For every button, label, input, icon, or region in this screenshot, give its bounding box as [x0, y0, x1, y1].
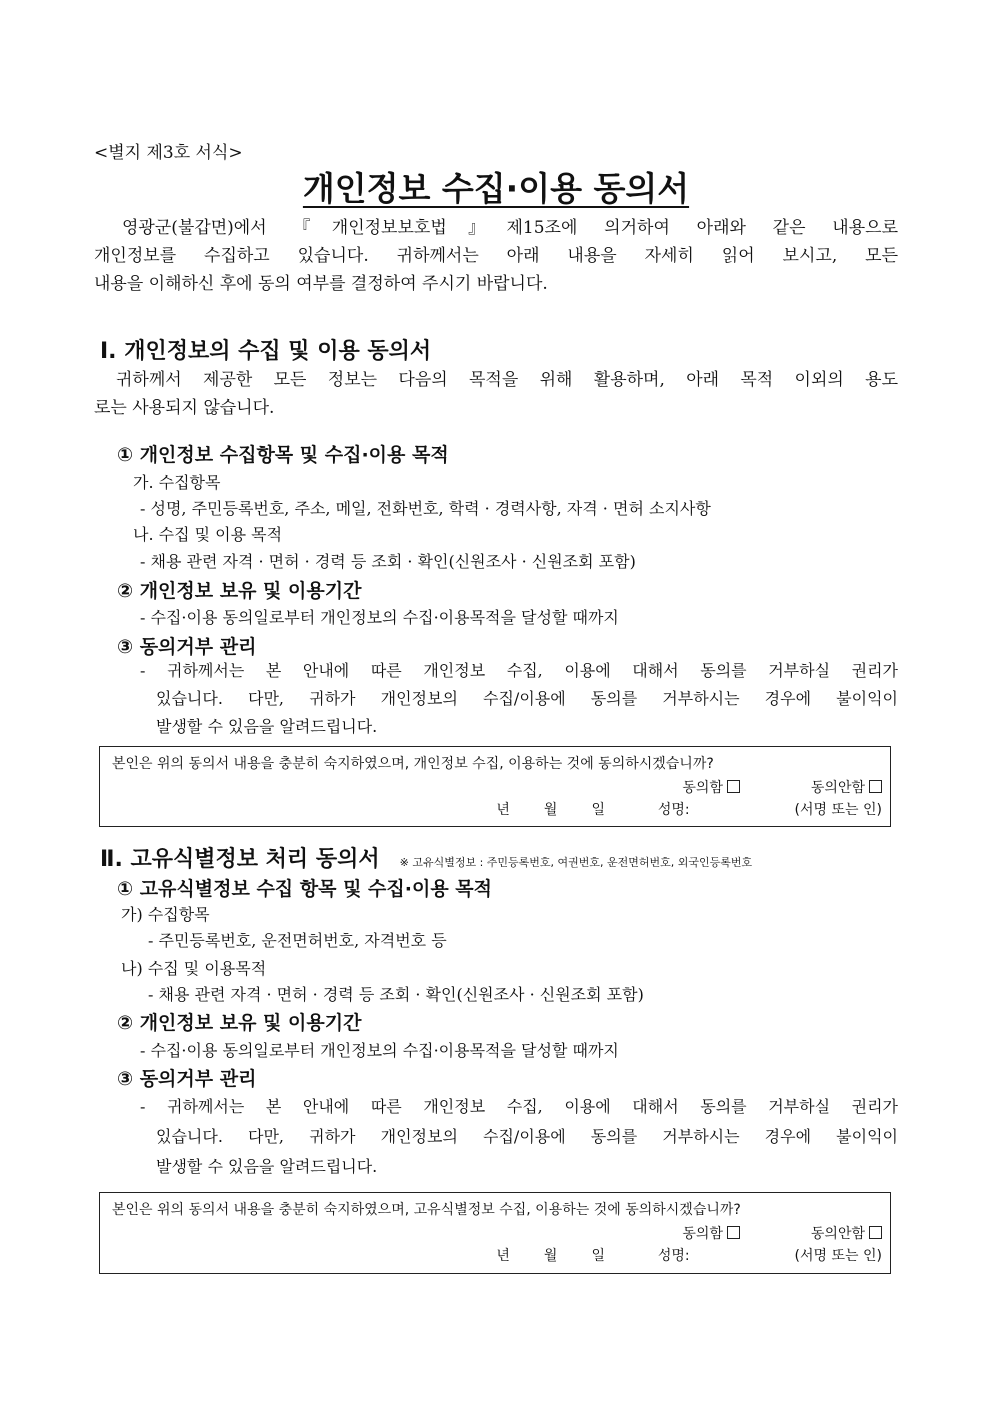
section1-a-label: 가. 수집항목 — [133, 473, 221, 492]
intro-line: 개인정보를 수집하고 있습니다. 귀하께서는 아래 내용을 자세히 읽어 보시고, 모든 — [94, 246, 898, 266]
disagree-label: 동의안함 — [810, 1226, 865, 1242]
intro-line: 내용을 이해하신 후에 동의 여부를 결정하여 주시기 바랍니다. — [94, 274, 548, 294]
section1-desc-line: 로는 사용되지 않습니다. — [94, 398, 275, 418]
section2-b-label: 나) 수집 및 이용목적 — [121, 959, 267, 978]
section2-sub1-heading: ① 고유식별정보 수집 항목 및 수집·이용 목적 — [117, 878, 493, 900]
section2-note: ※ 고유식별정보 : 주민등록번호, 여권번호, 운전면허번호, 외국인등록번호 — [399, 856, 753, 869]
section2-sub3-heading: ③ 동의거부 관리 — [117, 1068, 257, 1090]
section2-consent-box — [99, 1192, 891, 1274]
day-label: 일 — [591, 802, 605, 818]
document-title: 개인정보 수집·이용 동의서 — [302, 169, 690, 208]
section1-sub3-heading: ③ 동의거부 관리 — [117, 636, 257, 658]
signature-row — [496, 1245, 882, 1265]
section2-sub2-detail: - 수집·이용 동의일로부터 개인정보의 수집·이용목적을 달성할 때까지 — [140, 1041, 619, 1060]
section2-sub3-detail — [140, 1092, 898, 1182]
section1-sub2-detail: - 수집·이용 동의일로부터 개인정보의 수집·이용목적을 달성할 때까지 — [140, 608, 619, 627]
disagree-checkbox[interactable] — [869, 780, 882, 793]
disagree-label: 동의안함 — [810, 780, 865, 796]
consent-question: 본인은 위의 동의서 내용을 충분히 숙지하였으며, 고유식별정보 수집, 이용하는 것에 동의하시겠습니까? — [112, 1202, 741, 1218]
agree-option[interactable] — [682, 1226, 740, 1242]
section2-sub2-heading: ② 개인정보 보유 및 이용기간 — [117, 1012, 362, 1034]
section1-b-detail: - 채용 관련 자격 · 면허 · 경력 등 조회 · 확인(신원조사 · 신원조회 포함) — [140, 552, 636, 571]
name-label: 성명: — [657, 802, 690, 818]
section2-heading — [100, 842, 752, 873]
name-label: 성명: — [657, 1248, 690, 1264]
intro-paragraph — [94, 214, 898, 298]
section1-sub3-line: - 귀하께서는 본 안내에 따른 개인정보 수집, 이용에 대해서 동의를 거부하실 권리가 — [140, 661, 898, 680]
agree-checkbox[interactable] — [727, 1226, 740, 1239]
intro-line: 영광군(불갑면)에서 『개인정보보호법』제15조에 의거하여 아래와 같은 내용으로 — [122, 218, 898, 238]
agree-option[interactable] — [682, 780, 740, 796]
section1-description — [94, 366, 898, 422]
section1-sub3-line: 있습니다. 다만, 귀하가 개인정보의 수집/이용에 동의를 거부하시는 경우에 불이익이 — [156, 689, 898, 708]
section1-consent-box — [99, 746, 891, 827]
section1-sub3-line: 발생할 수 있음을 알려드립니다. — [156, 717, 378, 736]
disagree-option[interactable] — [811, 1226, 882, 1242]
date-field[interactable] — [496, 802, 609, 818]
date-field[interactable] — [496, 1248, 609, 1264]
form-label: <별지 제3호 서식> — [94, 143, 243, 163]
section1-desc-line: 귀하께서 제공한 모든 정보는 다음의 목적을 위해 활용하며, 아래 목적 이외의 용도 — [116, 370, 898, 390]
month-label: 월 — [543, 802, 558, 818]
agree-checkbox[interactable] — [727, 780, 740, 793]
section1-a-detail: - 성명, 주민등록번호, 주소, 메일, 전화번호, 학력 · 경력사항, 자격 · 면허 소지사항 — [140, 499, 711, 518]
agree-label: 동의함 — [682, 1226, 723, 1242]
disagree-checkbox[interactable] — [869, 1226, 882, 1239]
consent-options — [682, 1223, 882, 1243]
agree-label: 동의함 — [682, 780, 723, 796]
signature-label: (서명 또는 인) — [794, 802, 882, 818]
year-label: 년 — [496, 802, 510, 818]
section2-heading-text: Ⅱ. 고유식별정보 처리 동의서 — [100, 847, 380, 872]
section1-sub3-detail — [140, 657, 898, 741]
year-label: 년 — [496, 1248, 510, 1264]
section2-sub3-line: 있습니다. 다만, 귀하가 개인정보의 수집/이용에 동의를 거부하시는 경우에 불이익이 — [156, 1127, 898, 1146]
section2-b-detail: - 채용 관련 자격 · 면허 · 경력 등 조회 · 확인(신원조사 · 신원조회 포함) — [148, 985, 644, 1004]
day-label: 일 — [591, 1248, 605, 1264]
month-label: 월 — [543, 1248, 558, 1264]
signature-label: (서명 또는 인) — [794, 1248, 882, 1264]
signature-row — [496, 799, 882, 819]
section1-sub2-heading: ② 개인정보 보유 및 이용기간 — [117, 580, 362, 602]
section2-sub3-line: 발생할 수 있음을 알려드립니다. — [156, 1157, 378, 1176]
section1-heading: Ⅰ. 개인정보의 수집 및 이용 동의서 — [100, 339, 432, 364]
section1-sub1-heading: ① 개인정보 수집항목 및 수집·이용 목적 — [117, 444, 449, 466]
section2-a-label: 가) 수집항목 — [121, 905, 210, 924]
disagree-option[interactable] — [811, 780, 882, 796]
consent-options — [682, 777, 882, 797]
section2-sub3-line: - 귀하께서는 본 안내에 따른 개인정보 수집, 이용에 대해서 동의를 거부하실 권리가 — [140, 1097, 898, 1116]
section1-b-label: 나. 수집 및 이용 목적 — [133, 525, 283, 544]
consent-question: 본인은 위의 동의서 내용을 충분히 숙지하였으며, 개인정보 수집, 이용하는 것에 동의하시겠습니까? — [112, 756, 714, 772]
section2-a-detail: - 주민등록번호, 운전면허번호, 자격번호 등 — [148, 931, 447, 950]
